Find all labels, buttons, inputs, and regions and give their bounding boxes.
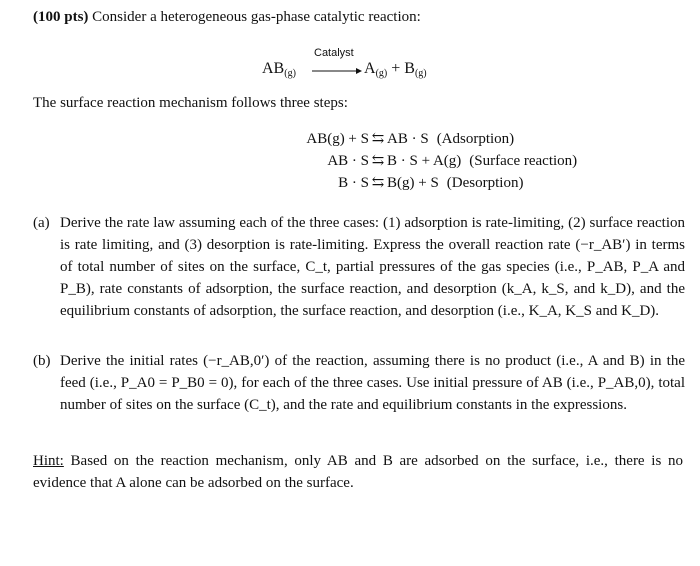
reaction-arrow-icon <box>312 60 362 82</box>
part-a-label: (a) <box>33 215 50 231</box>
part-b <box>33 350 685 416</box>
step-rhs: AB · S <box>387 131 429 147</box>
equilibrium-icon: ⇆ <box>371 131 385 147</box>
part-a-text: Derive the rate law assuming each of the three cases: (1) adsorption is rate-limiting, (2) surface reaction is rate limiting, and (3) desorption is rate-limiting. Express the overall reaction rate (−r_AB′) in terms of total number of sites on the surface, C_t, partial pressures of the gas species (i.e., P_AB, P_A and P_B), rate constants of adsorption, the surface reaction, and desorption (k_A, k_S, and k_D), and the equilibrium constants of adsorption, the surface reaction, and desorption (i.e., K_A, K_S and K_D). <box>60 215 685 319</box>
intro-text: Consider a heterogeneous gas-phase catalytic reaction: <box>92 9 421 25</box>
catalyst-label: Catalyst <box>314 47 354 59</box>
hint <box>33 450 683 494</box>
step-note: (Adsorption) <box>436 131 515 147</box>
part-b-label: (b) <box>33 353 51 369</box>
hint-text: Based on the reaction mechanism, only AB and B are adsorbed on the surface, i.e., there is no evidence that A alone can be adsorbed on the surface. <box>33 453 683 491</box>
products: $A_{(g)} + B_{(g)}$ <box>364 60 427 79</box>
reactant: $AB_{(g)}$ <box>262 60 296 79</box>
points-label: (100 pts) <box>33 9 89 25</box>
mechanism-step-desorption <box>222 172 582 194</box>
equilibrium-icon: ⇆ <box>371 153 385 169</box>
step-lhs: AB · S <box>327 153 369 169</box>
equilibrium-icon: ⇆ <box>371 175 385 191</box>
hint-label: Hint: <box>33 453 64 469</box>
mechanism-intro: The surface reaction mechanism follows three steps: <box>33 95 348 111</box>
step-rhs: B(g) + S <box>387 175 439 191</box>
part-b-text: Derive the initial rates (−r_AB,0′) of the reaction, assuming there is no product (i.e., A and B) in the feed (i.e., P_A0 = P_B0 = 0), for each of the three cases. Use initial pressure of AB (i.e., P_AB,0), total number of sites on the surface (C_t), and the rate and equilibrium constants in the expressions. <box>60 353 685 413</box>
step-note: (Surface reaction) <box>469 153 578 169</box>
step-lhs: AB(g) + S <box>306 131 369 147</box>
overall-reaction <box>262 46 522 86</box>
part-a <box>33 212 685 322</box>
step-rhs: B · S + A(g) <box>387 153 462 169</box>
mechanism-steps <box>222 128 582 194</box>
mechanism-step-adsorption <box>222 128 582 150</box>
step-note: (Desorption) <box>446 175 524 191</box>
mechanism-step-surface <box>222 150 582 172</box>
step-lhs: B · S <box>338 175 369 191</box>
intro-line <box>33 6 683 28</box>
